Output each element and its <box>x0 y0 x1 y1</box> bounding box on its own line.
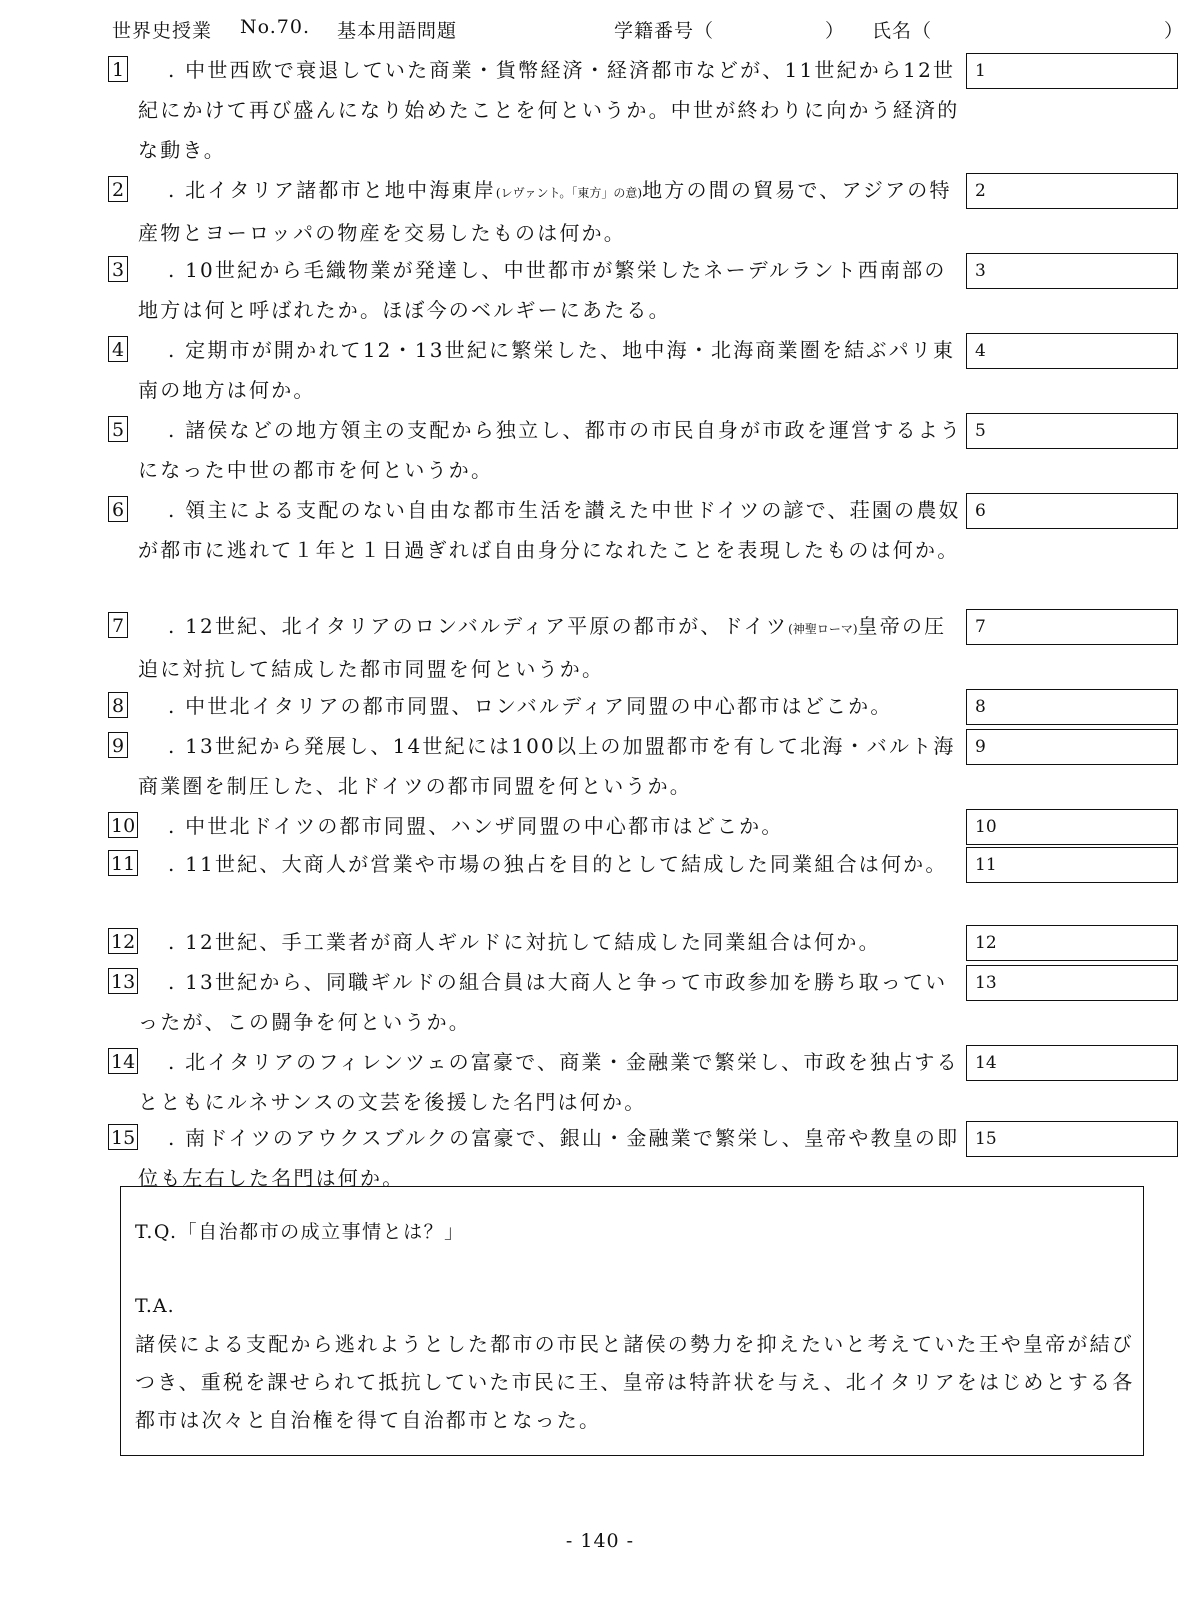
question-text: . 定期市が開かれて12・13世紀に繁栄した、地中海・北海商業圏を結ぶパリ東南の地方は何か。 <box>138 338 956 402</box>
question-number: 14 <box>108 1048 138 1074</box>
question-number: 7 <box>108 612 128 638</box>
question-number: 5 <box>108 416 128 442</box>
answer-box[interactable]: 1 <box>966 53 1178 89</box>
tq-answer: 諸侯による支配から逃れようとした都市の市民と諸侯の勢力を抑えたいと考えていた王や皇帝が結びつき、重税を課せられて抵抗していた市民に王、皇帝は特許状を与え、北イタリアをはじめとする各都市は次々と自治権を得て自治都市となった。 <box>135 1332 1135 1432</box>
question-item <box>108 250 1183 330</box>
question-text: . 中世北ドイツの都市同盟、ハンザ同盟の中心都市はどこか。 <box>168 814 784 838</box>
answer-box[interactable]: 9 <box>966 729 1178 765</box>
worksheet-number: No.70. <box>240 16 310 38</box>
question-item <box>108 50 1183 170</box>
question-number: 11 <box>108 850 138 876</box>
question-text-part: . 北イタリア諸都市と地中海東岸 <box>168 178 496 202</box>
question-number: 8 <box>108 692 128 718</box>
question-note: (神聖ローマ) <box>788 622 858 636</box>
answer-box[interactable]: 7 <box>966 609 1178 645</box>
question-text: . 南ドイツのアウクスブルクの富豪で、銀山・金融業で繁栄し、皇帝や教皇の即位も左右した名門は何か。 <box>138 1126 960 1190</box>
question-item <box>108 170 1183 250</box>
question-text: . 13世紀から、同職ギルドの組合員は大商人と争って市政参加を勝ち取っていったが、この闘争を何というか。 <box>138 970 948 1034</box>
worksheet-header <box>112 14 1185 46</box>
answer-box[interactable]: 12 <box>966 925 1178 961</box>
question-number: 10 <box>108 812 138 838</box>
question-text: . 10世紀から毛織物業が発達し、中世都市が繁栄したネーデルラント西南部の地方は何と呼ばれたか。ほぼ今のベルギーにあたる。 <box>138 258 947 322</box>
question-note: (レヴァント。「東方」の意) <box>495 186 643 200</box>
name-label: 氏名（ <box>872 20 933 42</box>
question-number: 4 <box>108 336 128 362</box>
question-text: . 13世紀から発展し、14世紀には100以上の加盟都市を有して北海・バルト海商業圏を制圧した、北ドイツの都市同盟を何というか。 <box>138 734 956 798</box>
answer-box[interactable]: 6 <box>966 493 1178 529</box>
page-number: - 140 - <box>565 1530 635 1552</box>
question-item <box>108 962 1183 1042</box>
question-number: 3 <box>108 256 128 282</box>
question-text <box>138 170 968 253</box>
question-number: 15 <box>108 1124 138 1150</box>
answer-box[interactable]: 15 <box>966 1121 1178 1157</box>
question-text: . 11世紀、大商人が営業や市場の独占を目的として結成した同業組合は何か。 <box>168 852 948 876</box>
answer-box[interactable]: 14 <box>966 1045 1178 1081</box>
question-item <box>108 844 1183 922</box>
question-number: 12 <box>108 928 138 954</box>
tq-question: T.Q.「自治都市の成立事情とは？」 <box>135 1221 465 1243</box>
question-item <box>108 606 1183 686</box>
answer-box[interactable]: 4 <box>966 333 1178 369</box>
question-number: 6 <box>108 496 128 522</box>
course-title: 世界史授業 <box>112 20 213 42</box>
answer-box[interactable]: 13 <box>966 965 1178 1001</box>
question-number: 9 <box>108 732 128 758</box>
question-item <box>108 410 1183 490</box>
question-text: . 中世北イタリアの都市同盟、ロンバルディア同盟の中心都市はどこか。 <box>168 694 893 718</box>
question-text: . 諸侯などの地方領主の支配から独立し、都市の市民自身が市政を運営するようになった中世の都市を何というか。 <box>138 418 963 482</box>
answer-box[interactable]: 2 <box>966 173 1178 209</box>
student-id-label: 学籍番号（ <box>614 20 715 42</box>
answer-box[interactable]: 5 <box>966 413 1178 449</box>
question-number: 1 <box>108 56 128 82</box>
question-text-part: 地方の間の貿易で、アジアの特産物とヨーロッパの物産を交易したものは何か。 <box>138 178 952 245</box>
question-list <box>108 50 1183 1198</box>
tq-answer-label: T.A. <box>135 1295 175 1317</box>
tq-box <box>120 1186 1144 1456</box>
question-item <box>108 806 1183 844</box>
question-text-part: . 12世紀、北イタリアのロンバルディア平原の都市が、ドイツ <box>168 614 789 638</box>
question-item <box>108 330 1183 410</box>
question-text: . 中世西欧で衰退していた商業・貨幣経済・経済都市などが、11世紀から12世紀にかけて再び盛んになり始めたことを何というか。中世が終わりに向かう経済的な動き。 <box>138 58 960 162</box>
answer-box[interactable]: 8 <box>966 689 1178 725</box>
question-text: . 12世紀、手工業者が商人ギルドに対抗して結成した同業組合は何か。 <box>168 930 881 954</box>
question-item <box>108 1042 1183 1118</box>
question-item <box>108 490 1183 606</box>
question-number: 2 <box>108 176 128 202</box>
question-text: . 北イタリアのフィレンツェの富豪で、商業・金融業で繁栄し、市政を独占するとともにルネサンスの文芸を後援した名門は何か。 <box>138 1050 959 1114</box>
answer-box[interactable]: 10 <box>966 809 1178 845</box>
question-number: 13 <box>108 968 138 994</box>
question-item <box>108 686 1183 726</box>
name-close: ） <box>1164 20 1185 42</box>
student-id-close: ） <box>825 20 846 42</box>
question-item <box>108 726 1183 806</box>
answer-box[interactable]: 3 <box>966 253 1178 289</box>
question-text: . 領主による支配のない自由な都市生活を讃えた中世ドイツの諺で、荘園の農奴が都市に逃れて１年と１日過ぎれば自由身分になれたことを表現したものは何か。 <box>138 498 961 562</box>
question-text <box>138 606 968 689</box>
worksheet-type: 基本用語問題 <box>337 20 458 42</box>
question-text-part: 皇帝の圧迫に対抗して結成した都市同盟を何というか。 <box>138 614 947 681</box>
answer-box[interactable]: 11 <box>966 847 1178 883</box>
question-item <box>108 922 1183 962</box>
